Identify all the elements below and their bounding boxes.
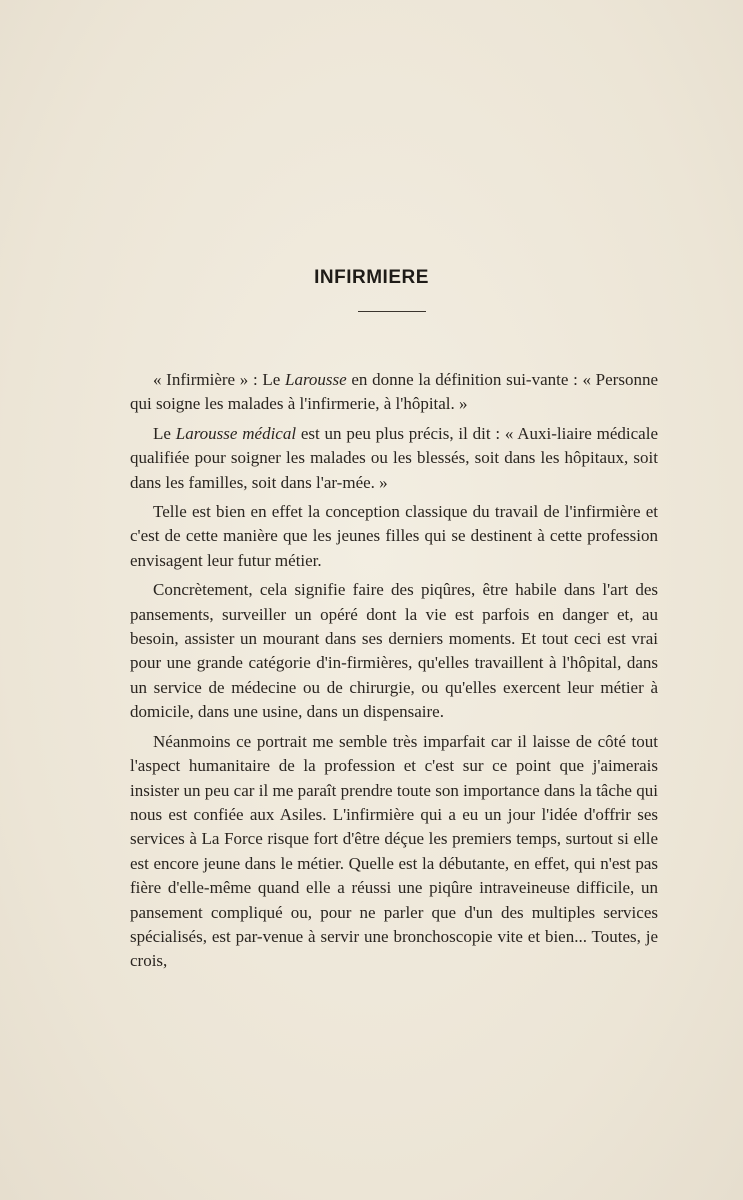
paragraph-5 xyxy=(130,730,658,974)
italic-title-text: Larousse xyxy=(284,370,347,389)
paragraph-2 xyxy=(130,422,658,495)
paragraph-text: est un peu plus précis, il dit : « Auxi-liaire médicale qualifiée pour soigner les malades ou les blessés, soit dans les hôpitaux, soit dans les familles, soit dans l'ar-mée. » xyxy=(130,423,658,492)
paragraph-1 xyxy=(130,368,658,417)
paragraph-3 xyxy=(130,500,658,573)
paragraph-text: Telle est bien en effet la conception classique du travail de l'infirmière et c'est de cette manière que les jeunes filles qui se destinent à cette profession envisagent leur futur métier. xyxy=(130,502,658,570)
article-body xyxy=(130,368,658,974)
italic-title-text: Larousse médical xyxy=(175,423,297,443)
page-title: INFIRMIERE xyxy=(314,266,429,288)
title-divider xyxy=(358,311,426,312)
paragraph-text: Néanmoins ce portrait me semble très imparfait car il laisse de côté tout l'aspect humanitaire de la profession et c'est sur ce point que j'aimerais insister un peu car il me paraît prendre toute son importance dans la tâche qui nous est confiée aux Asiles. L'infirmière qui a eu un jour l'idée d'offrir ses services à La Force risque fort d'être déçue les premiers temps, surtout si elle est encore jeune dans le métier. Quelle est la débutante, en effet, qui n'est pas fière d'elle-même quand elle a réussi une piqûre intraveineuse difficile, un pansement compliqué ou, pour ne parler que d'un des multiples services spécialisés, est par-venue à servir une bronchoscopie vite et bien... Toutes, je crois, xyxy=(130,731,658,971)
paragraph-text: Concrètement, cela signifie faire des piqûres, être habile dans l'art des pansements, surveiller un opéré dont la vie est parfois en danger et, au besoin, assister un mourant dans ses derniers moments. Et tout ceci est vrai pour une grande catégorie d'in-firmières, qu'elles travaillent à l'hôpital, dans un service de médecine ou de chirurgie, ou qu'elles exercent leur métier à domicile, dans une usine, dans un dispensaire. xyxy=(130,580,658,722)
paragraph-text: « Infirmière » : Le xyxy=(153,370,285,389)
paragraph-4 xyxy=(130,578,658,724)
paragraph-text: Le xyxy=(153,423,176,443)
paragraph-text: en donne la définition sui-vante : « Personne qui soigne les malades à l'infirmerie, à l'hôpital. » xyxy=(130,370,658,414)
